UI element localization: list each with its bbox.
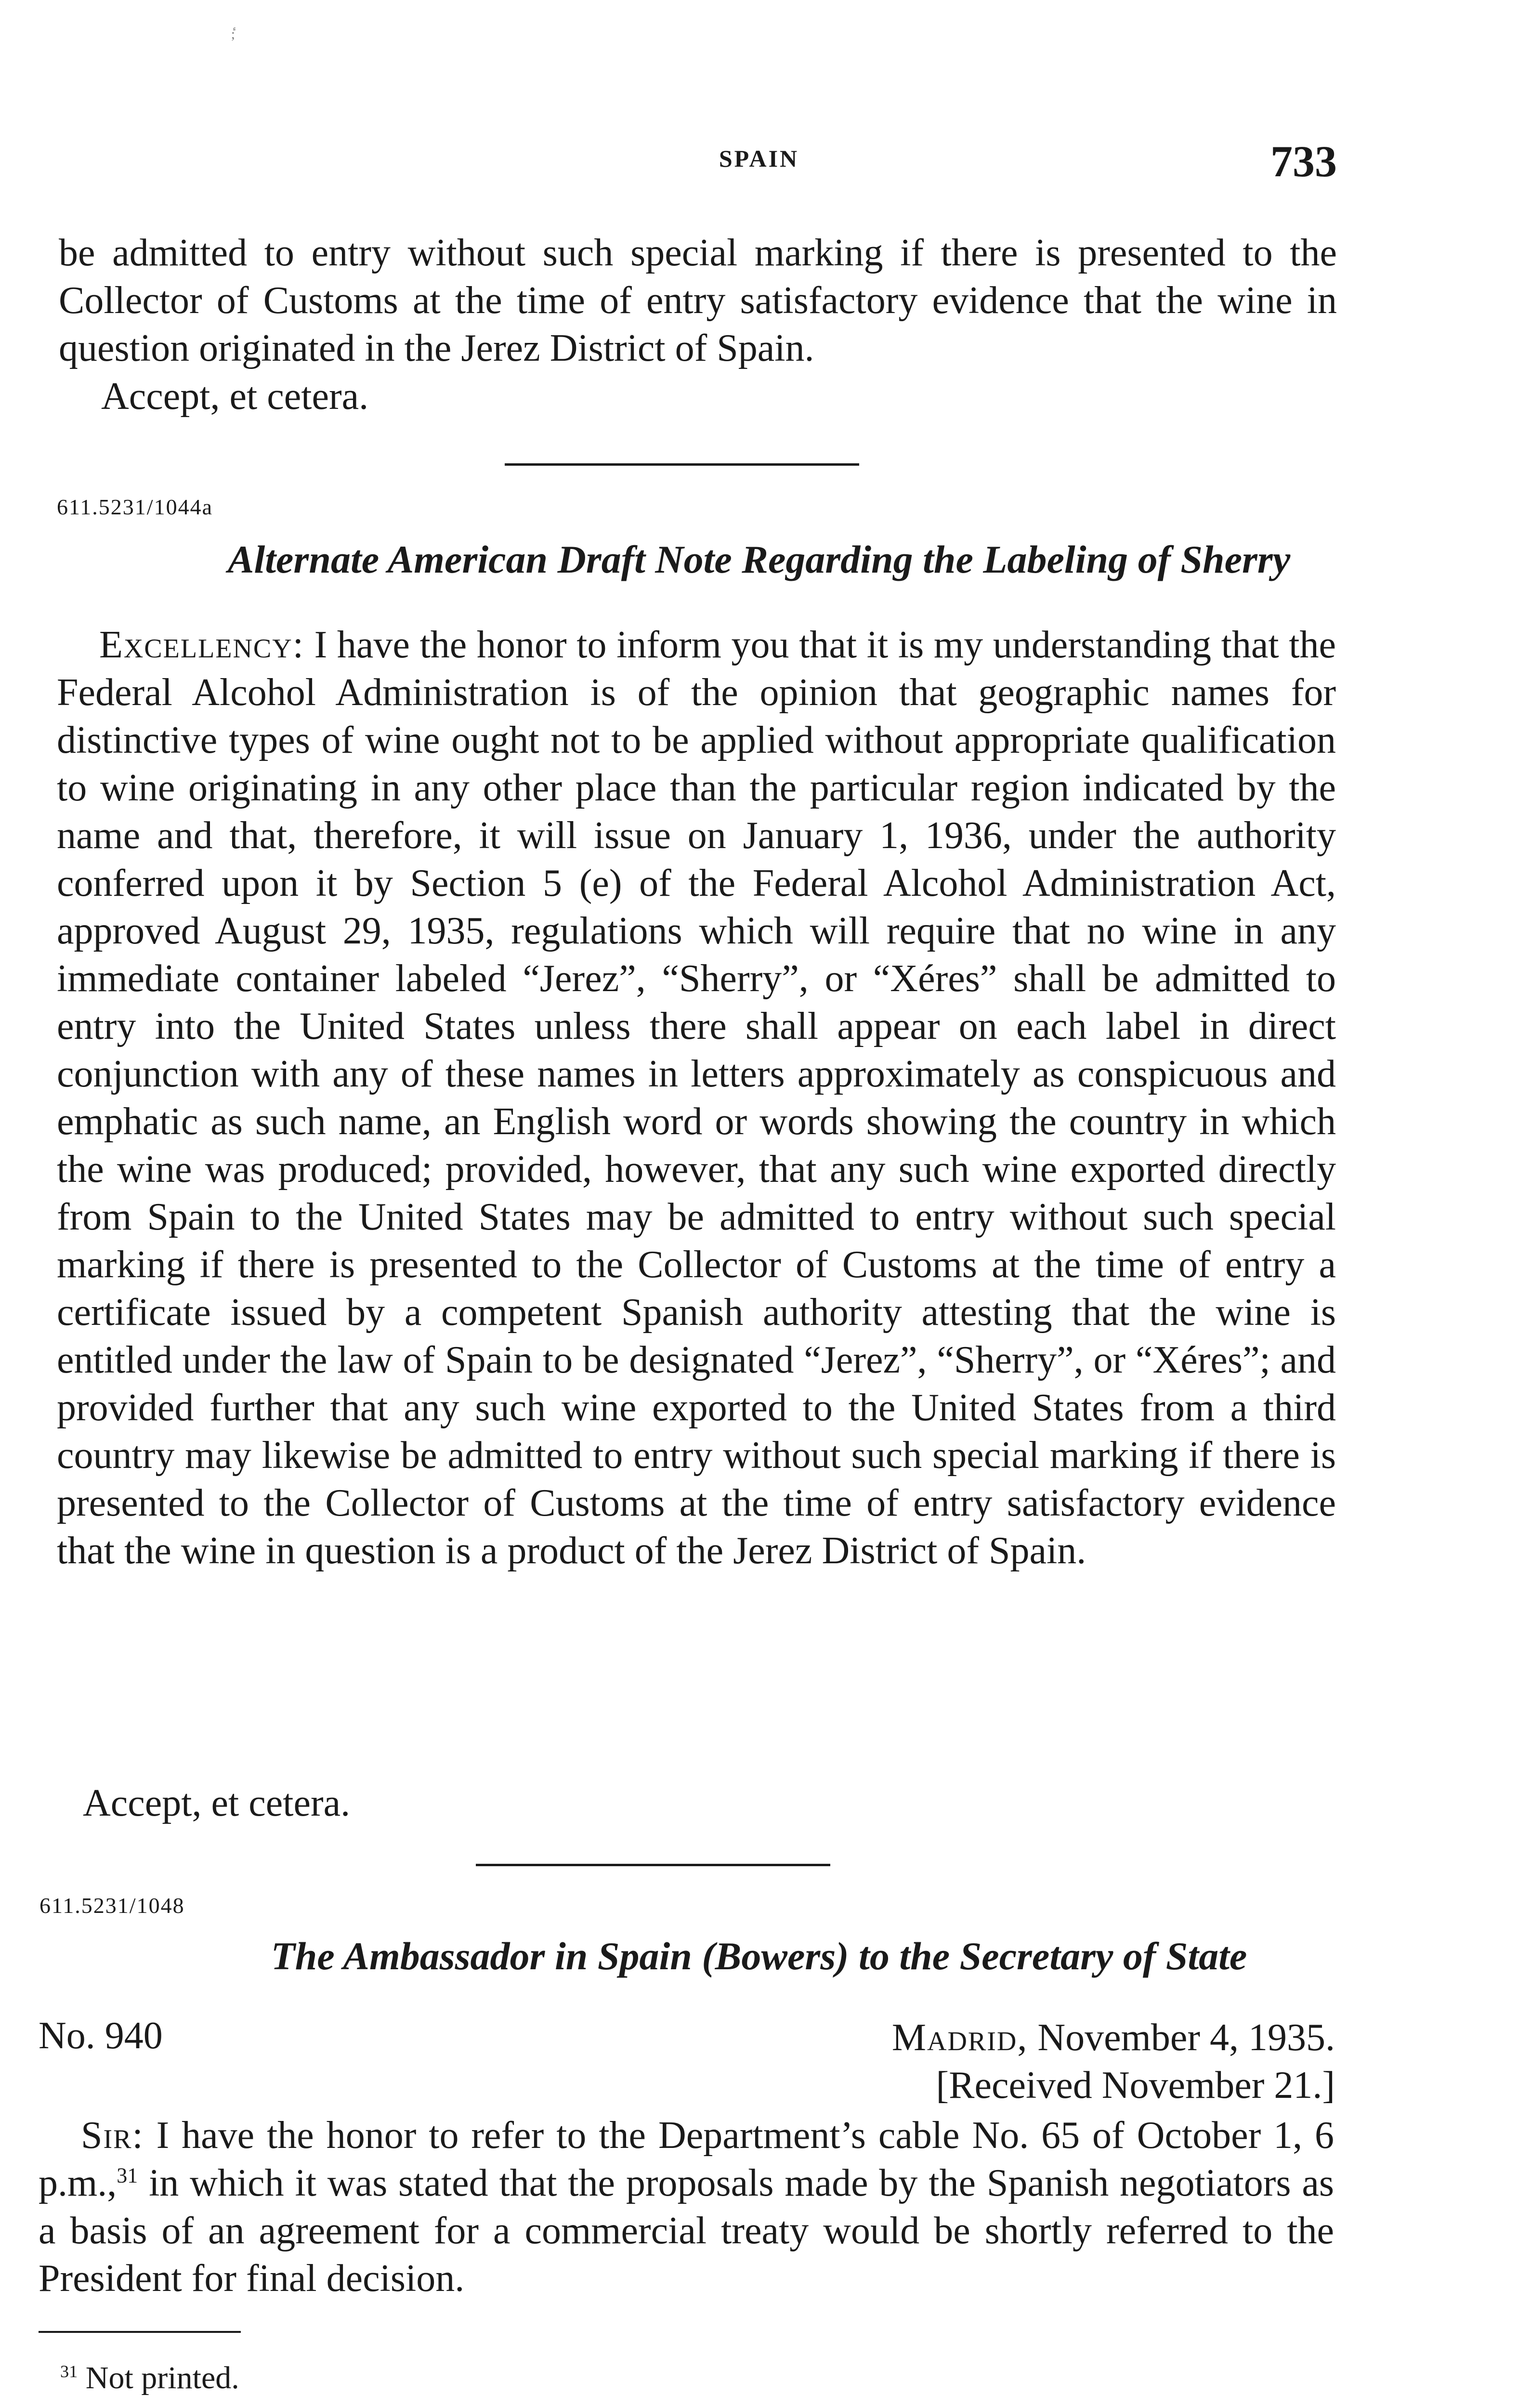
closing-line: Accept, et cetera. — [101, 375, 369, 418]
file-number: 611.5231/1044a — [57, 495, 213, 519]
draft-note-text: I have the honor to inform you that it is my understanding that the Federal Alcohol Administration is of the opinion that geographic names for distinctive types of wine ought not to be applied without appropriate qualification to wine originating in any other place than the particular region indicated by the name and that, therefore, it will issue on January 1, 1936, under the authority conferred upon it by Section 5 (e) of the Federal Alcohol Administration Act, approved August 29, 1935, regulations which will require that no wine in any immediate container labeled “Jerez”, “Sherry”, or “Xéres” shall be admitted to entry into the United States unless there shall appear on each label in direct conjunction with any of these names in letters approximately as conspicuous and emphatic as such name, an English word or words showing the country in which the wine was produced; provided, however, that any such wine exported directly from Spain to the United States may be admitted to entry without such special marking if there is presented to the Collector of Customs at the time of entry a certificate issued by a competent Spanish authority attesting that the wine is entitled under the law of Spain to be designated “Jerez”, “Sherry”, or “Xéres”; and provided further that any such wine exported to the United States from a third country may likewise be admitted to entry without such special marking if there is presented to the Collector of Customs at the time of entry satisfactory evidence that the wine in question is a product of the Jerez District of Spain. — [57, 624, 1336, 1572]
dateline-date: November 4, 1935. — [1037, 2016, 1335, 2059]
file-number: 611.5231/1048 — [39, 1893, 185, 1918]
page-number: 733 — [1270, 137, 1337, 186]
salutation: Excellency: — [99, 624, 304, 666]
footnote-text: Not printed. — [85, 2360, 239, 2395]
closing-line: Accept, et cetera. — [83, 1782, 351, 1824]
section-heading: The Ambassador in Spain (Bowers) to the Secretary of State — [271, 1934, 1247, 1978]
salutation: Sir: — [81, 2114, 144, 2157]
scan-mark: ٔ; — [231, 27, 235, 42]
section-divider — [505, 463, 859, 466]
running-head: SPAIN — [719, 145, 799, 172]
continued-paragraph: be admitted to entry without such special marking if there is presented to the Collector of Customs at the time of entry satisfactory evidence that the wine in question originated in the Jerez District of Spain. — [59, 232, 1337, 369]
dispatch-text-part2: in which it was stated that the proposals made by the Spanish negotiators as a basis of an agreement for a commercial treaty would be shortly referred to the President for final decision. — [39, 2162, 1334, 2300]
section-divider — [476, 1864, 830, 1866]
dateline-place: Madrid, — [891, 2016, 1028, 2059]
footnote-divider — [39, 2331, 241, 2333]
footnote — [60, 2360, 239, 2396]
draft-note-body — [57, 621, 1336, 1575]
footnote-number: 31 — [60, 2362, 78, 2381]
dateline — [892, 2014, 1335, 2109]
dispatch-number: No. 940 — [39, 2015, 163, 2057]
dateline-date-line — [892, 2014, 1335, 2062]
section-heading: Alternate American Draft Note Regarding the Labeling of Sherry — [227, 537, 1291, 581]
footnote-reference: 31 — [117, 2163, 138, 2187]
received-note: [Received November 21.] — [936, 2064, 1335, 2107]
dispatch-text-part1: I have the honor to refer to the Department’s cable No. 65 of October 1, 6 p.m., — [39, 2114, 1335, 2204]
dispatch-body — [39, 2112, 1334, 2303]
